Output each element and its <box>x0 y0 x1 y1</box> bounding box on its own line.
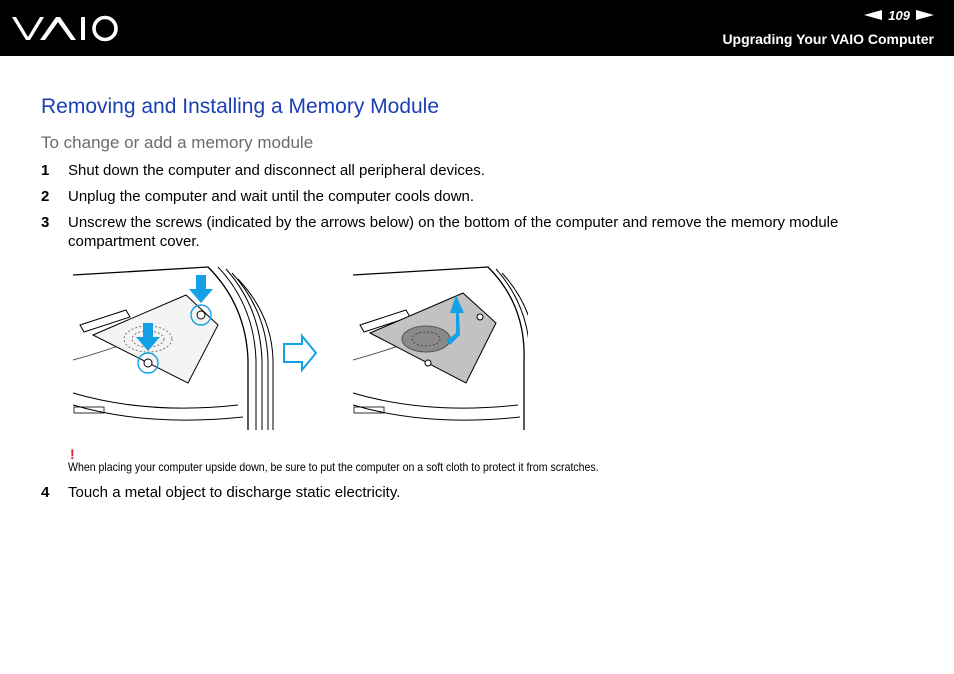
procedure-subtitle: To change or add a memory module <box>41 133 314 152</box>
page-navigation <box>864 7 934 23</box>
next-page-arrow-icon[interactable] <box>916 10 934 20</box>
step-text: Shut down the computer and disconnect all peripheral devices. <box>68 162 485 179</box>
previous-page-arrow-icon[interactable] <box>864 10 882 20</box>
section-title: Upgrading Your VAIO Computer <box>722 31 934 47</box>
computer-bottom-after-icon <box>353 267 528 430</box>
step-4 <box>41 483 921 502</box>
vaio-logo <box>10 13 122 48</box>
down-arrow-icon <box>189 275 213 303</box>
step-number: 2 <box>41 188 50 205</box>
next-step-arrow-icon <box>284 336 316 370</box>
step-text: Touch a metal object to discharge static electricity. <box>68 484 401 501</box>
page-header <box>0 0 954 56</box>
step-number: 3 <box>41 214 50 231</box>
warning-icon: ! <box>70 446 75 462</box>
step-text: Unscrew the screws (indicated by the arrows below) on the bottom of the computer and remove the memory module compartment cover. <box>68 214 839 250</box>
warning-note: When placing your computer upside down, be sure to put the computer on a soft cloth to protect it from scratches. <box>68 460 599 474</box>
computer-bottom-before-icon <box>73 267 273 430</box>
step-number: 4 <box>41 484 50 501</box>
step-number: 1 <box>41 162 50 179</box>
step-text: Unplug the computer and wait until the computer cools down. <box>68 188 475 205</box>
step-3 <box>41 213 921 251</box>
step-2 <box>41 187 921 206</box>
page-title: Removing and Installing a Memory Module <box>41 95 440 118</box>
memory-cover-illustration <box>68 265 528 440</box>
step-1 <box>41 161 921 180</box>
page-number: 109 <box>888 7 910 23</box>
